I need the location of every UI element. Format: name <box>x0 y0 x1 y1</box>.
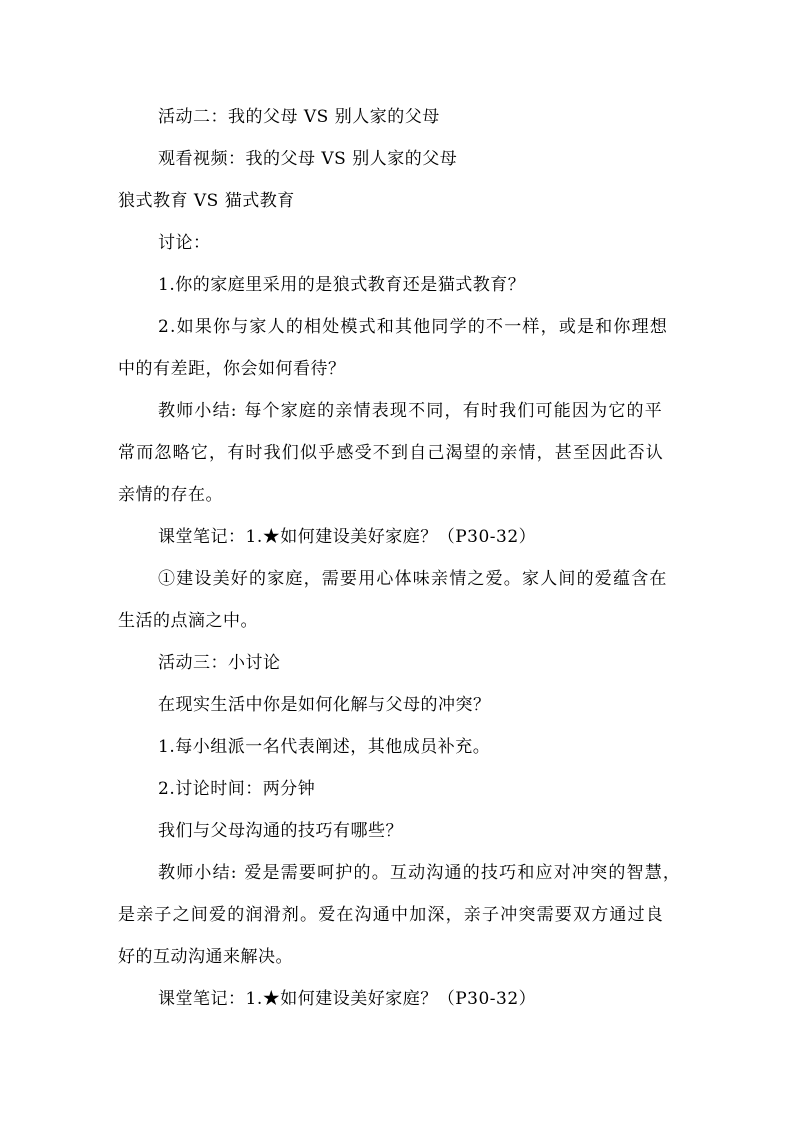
communication-question: 我们与父母沟通的技巧有哪些？ <box>158 821 403 841</box>
wolf-vs-cat-line: 狼式教育 VS 猫式教育 <box>118 191 295 211</box>
conflict-question: 在现实生活中你是如何化解与父母的冲突？ <box>158 695 491 715</box>
discussion-question-1: 1.你的家庭里采用的是狼式教育还是猫式教育？ <box>158 275 526 295</box>
teacher-summary-1-line-1: 教师小结: 每个家庭的亲情表现不同，有时我们可能因为它的平 <box>158 401 663 421</box>
teacher-summary-2-line-2: 是亲子之间爱的润滑剂。爱在沟通中加深，亲子冲突需要双方通过良 <box>118 905 664 925</box>
discussion-question-2-line-1: 2.如果你与家人的相处模式和其他同学的不一样，或是和你理想 <box>158 317 669 337</box>
teacher-summary-1-line-2: 常而忽略它，有时我们似乎感受不到自己渴望的亲情，甚至因此否认 <box>118 443 664 463</box>
group-instruction-1: 1.每小组派一名代表阐述，其他成员补充。 <box>158 737 491 757</box>
teacher-summary-1-line-3: 亲情的存在。 <box>118 485 223 505</box>
teacher-summary-2-line-1: 教师小结: 爱是需要呵护的。互动沟通的技巧和应对冲突的智慧， <box>158 863 682 883</box>
activity-three-heading: 活动三：小讨论 <box>158 653 281 673</box>
notes-point-1-line-1: ①建设美好的家庭，需要用心体味亲情之爱。家人间的爱蕴含在 <box>158 569 668 589</box>
discussion-question-2-line-2: 中的有差距，你会如何看待？ <box>118 359 346 379</box>
notes-point-1-line-2: 生活的点滴之中。 <box>118 611 258 631</box>
group-instruction-2: 2.讨论时间：两分钟 <box>158 779 316 799</box>
discussion-label: 讨论： <box>158 233 211 253</box>
class-notes-1: 课堂笔记：1.★如何建设美好家庭？（P30-32） <box>158 527 537 547</box>
activity-two-heading: 活动二：我的父母 VS 别人家的父母 <box>158 107 440 127</box>
teacher-summary-2-line-3: 好的互动沟通来解决。 <box>118 947 293 967</box>
class-notes-2: 课堂笔记：1.★如何建设美好家庭？（P30-32） <box>158 989 537 1009</box>
watch-video-line: 观看视频：我的父母 VS 别人家的父母 <box>158 149 458 169</box>
